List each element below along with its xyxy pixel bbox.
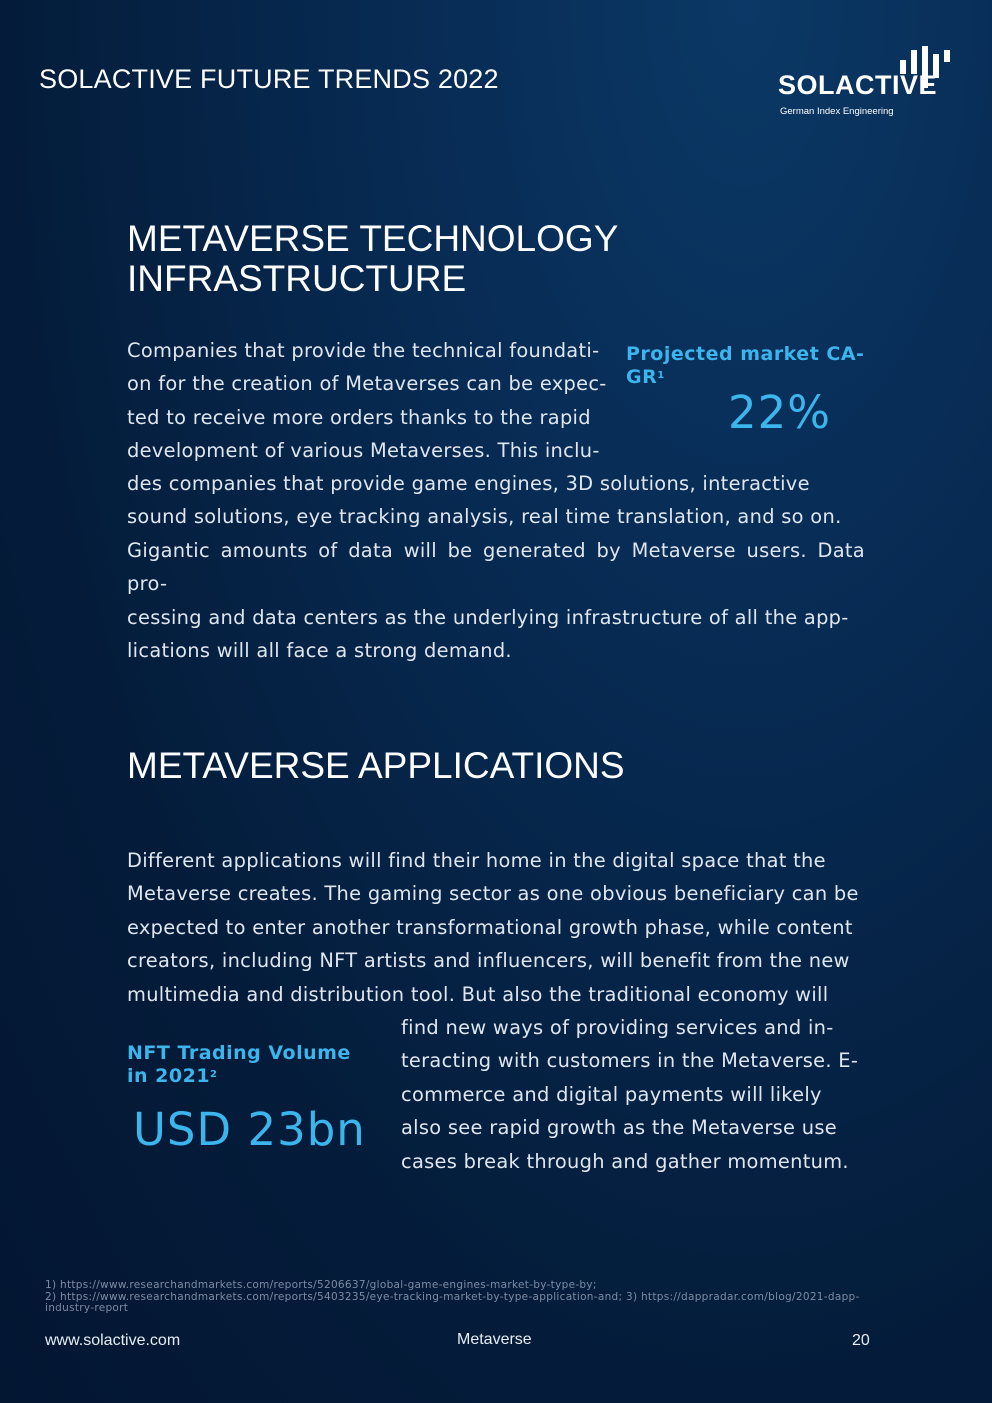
section2-paragraph-body: find new ways of providing services and in- teracting with customers in the Metaverse. E- commerce and digital payments will likely also see rapid growth as the Metaverse use cases break through and gather momentum. <box>401 1016 859 1173</box>
cagr-stat-label: Projected market CA- $GR^1$ <box>626 343 865 388</box>
footnote-1: 1) https://www.researchandmarkets.com/reports/5206637/global-game-engines-market-by-type-by; <box>45 1279 597 1291</box>
footnote-2: 2) https://www.researchandmarkets.com/reports/5403235/eye-tracking-market-by-type-application-and; 3) https://dappradar.com/blog/2021-dapp- <box>45 1290 860 1303</box>
section2-title: METAVERSE APPLICATIONS <box>127 745 625 786</box>
logo-wordmark: SOLACTIVE <box>778 70 938 100</box>
footer-page-number: 20 <box>852 1332 870 1349</box>
nft-volume-stat-label: NFT Trading Volume in 2021$^2$ <box>127 1042 351 1087</box>
section2-paragraph-intro: Different applications will find their home in the digital space that the Metaverse creates. The gaming sector as one obvious beneficiary can be expected to enter another transformational growth phase, while content creators, including NFT artists and influencers, will benefit from the new multimedia and distribution tool. But also the traditional economy will <box>127 849 859 1006</box>
solactive-logo <box>778 44 953 120</box>
logo-tagline: German Index Engineering <box>780 106 894 117</box>
footer-website-link[interactable]: www.solactive.com <box>45 1332 181 1349</box>
footer-section-name: Metaverse <box>457 1331 532 1348</box>
header-title: SOLACTIVE FUTURE TRENDS 2022 <box>39 64 499 94</box>
section1-title: METAVERSE TECHNOLOGY INFRASTRUCTURE <box>127 218 619 299</box>
footnotes <box>45 1280 925 1315</box>
section1-paragraph-intro: Companies that provide the technical foundati- on for the creation of Metaverses can be expec- ted to receive more orders thanks to the rapid development of various Metaverses. This inclu- <box>127 339 607 463</box>
nft-volume-stat-value: USD 23bn <box>133 1103 366 1156</box>
section1-paragraph-body: des companies that provide game engines, 3D solutions, interactive sound solutions, eye tracking analysis, real time translation, and so on. Gigantic amounts of data will be generated by Metaverse users. Data pro- cessing and data centers as the underlying infrastructure of all the app- lications will all face a strong demand. <box>127 472 865 663</box>
cagr-stat-value: 22% <box>728 386 832 439</box>
footnote-2-cont: industry-report <box>45 1302 129 1314</box>
